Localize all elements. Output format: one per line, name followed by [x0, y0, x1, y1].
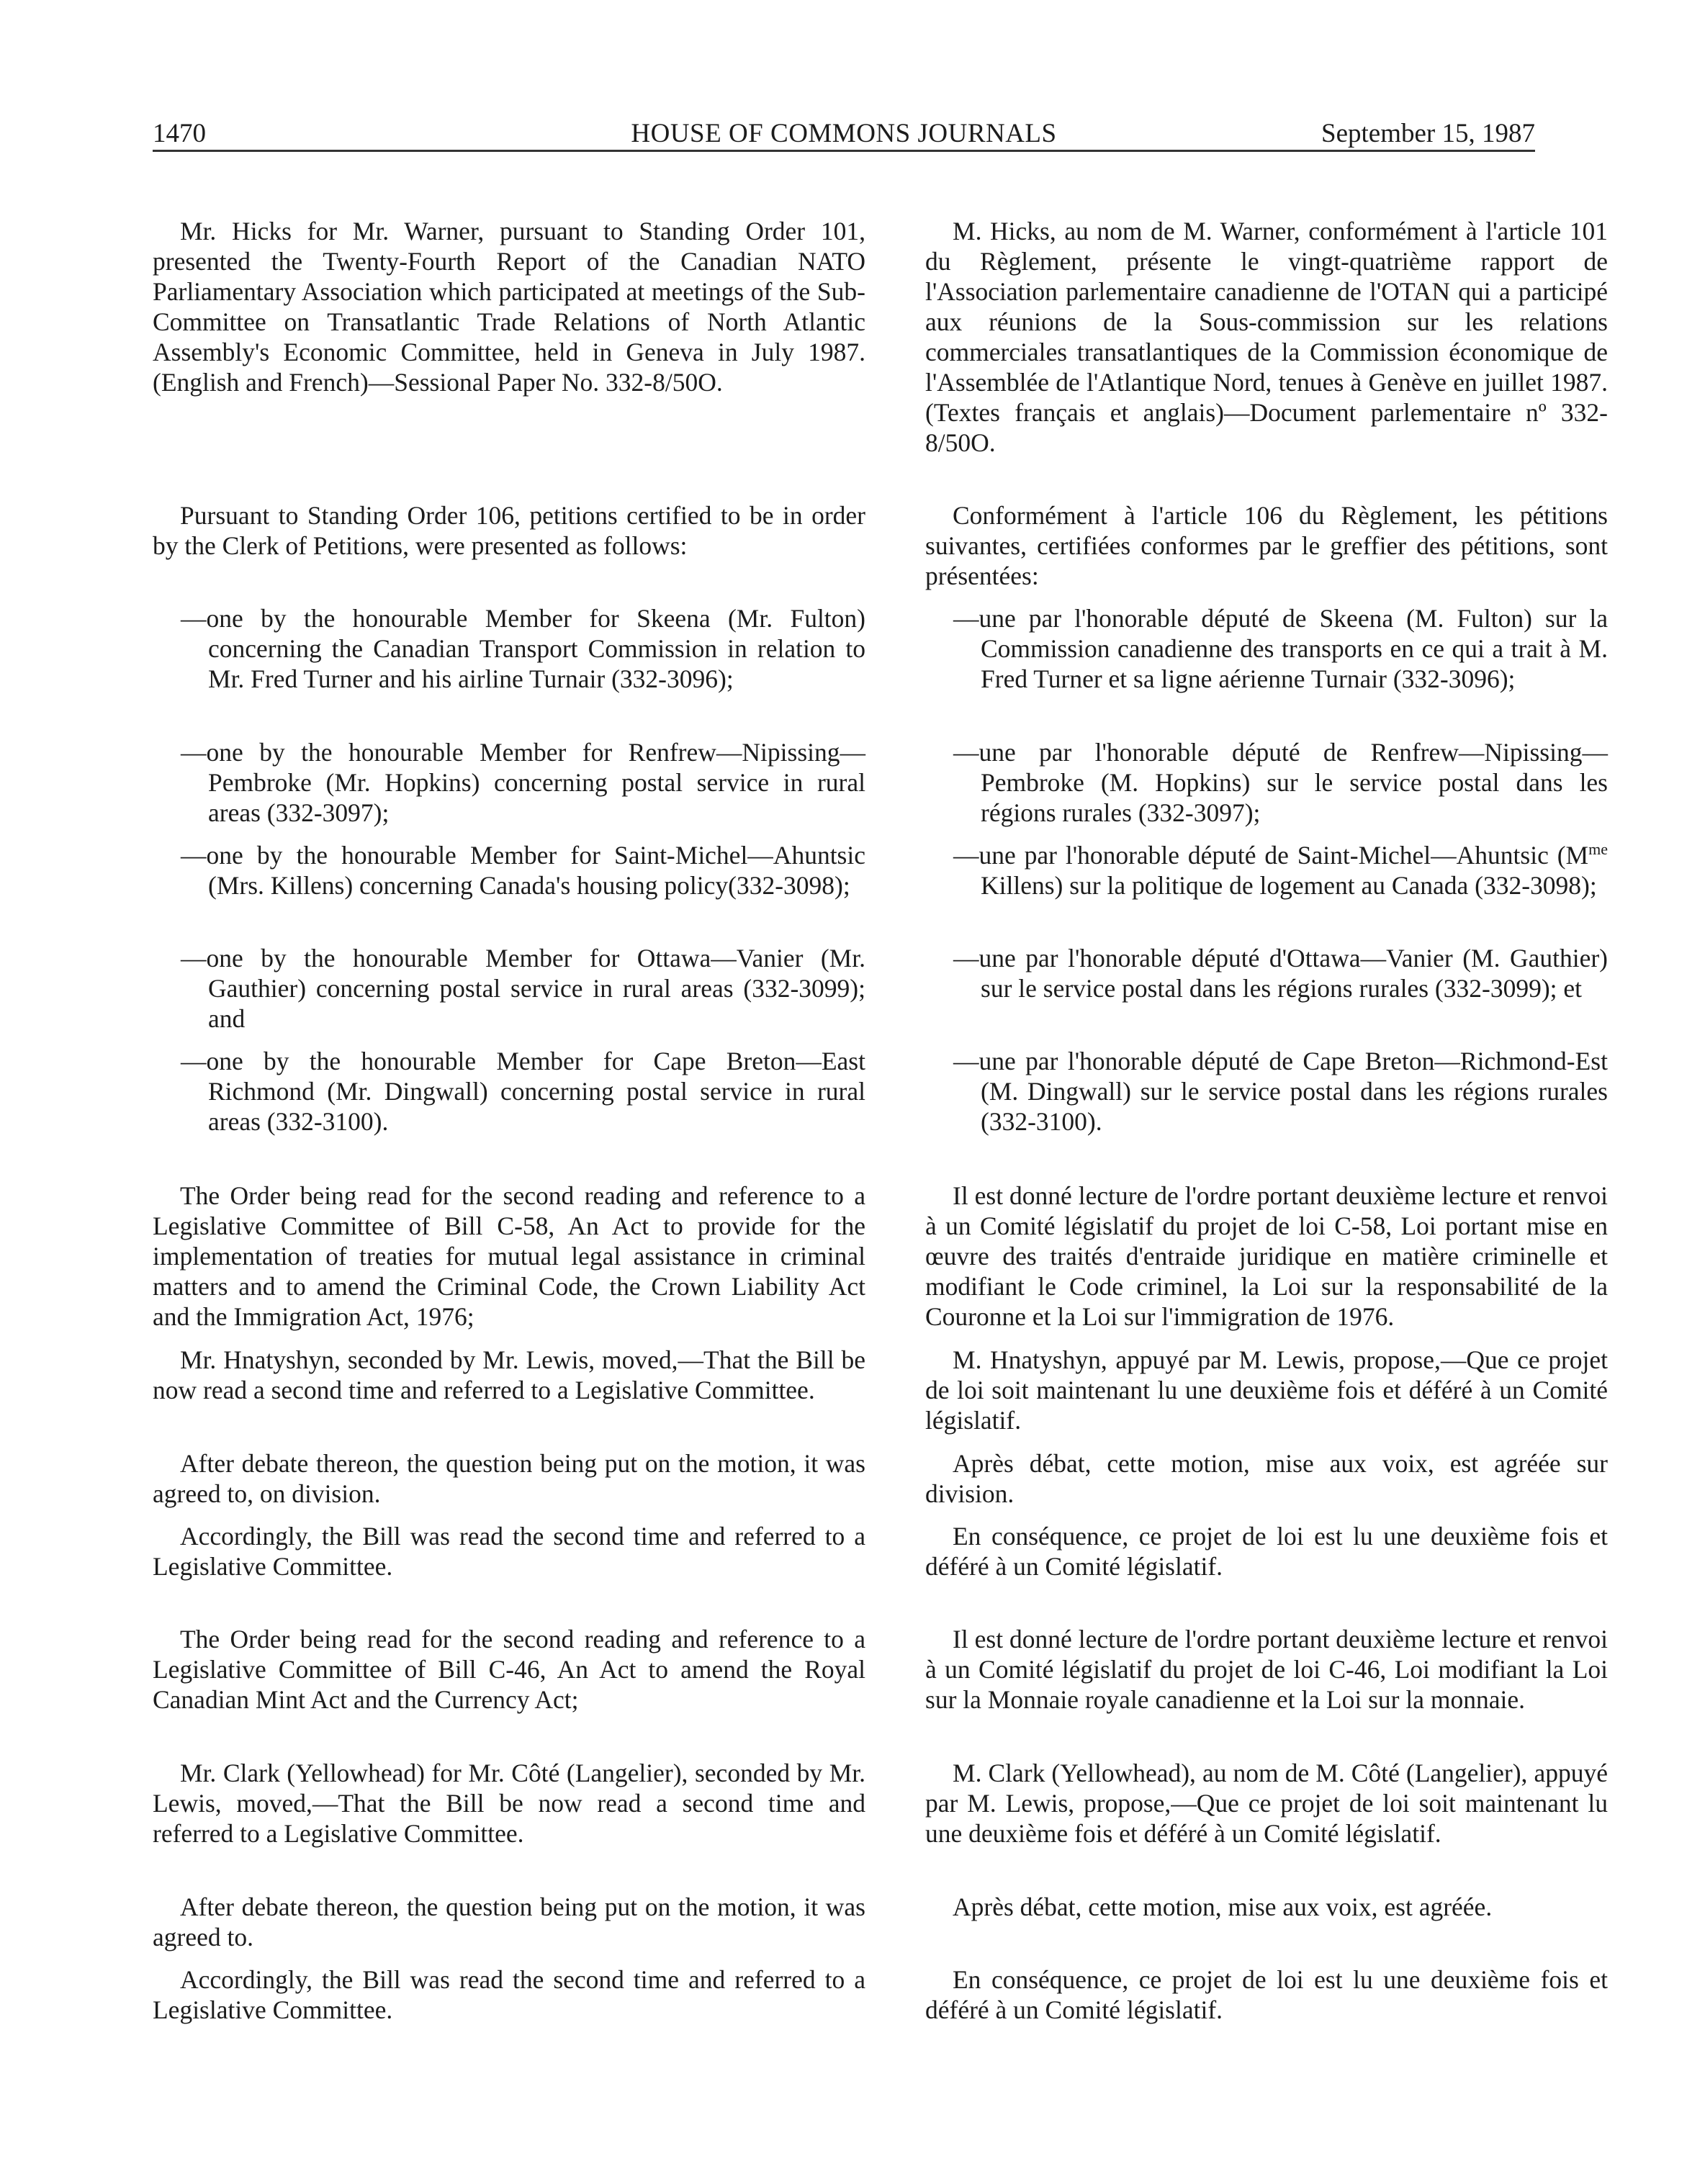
fr-bill-c46-debate: Après débat, cette motion, mise aux voix, est agréée. [953, 1892, 1493, 1921]
en-bill-c46-result: Accordingly, the Bill was read the second time and referred to a Legislative Committee. [153, 1965, 865, 2024]
fr-petition-cape-breton: —une par l'honorable député de Cape Breton—Richmond-Est (M. Dingwall) sur le service postal dans les régions rurales (332-3100). [953, 1047, 1608, 1136]
fr-bill-c46-result: En conséquence, ce projet de loi est lu une deuxième fois et déféré à un Comité législatif. [925, 1965, 1608, 2024]
en-bill-c46-debate: After debate thereon, the question being put on the motion, it was agreed to. [153, 1892, 865, 1951]
en-petition-skeena: —one by the honourable Member for Skeena (Mr. Fulton) concerning the Canadian Transport Commission in relation to Mr. Fred Turner and his airline Turnair (332-3096); [181, 604, 865, 693]
fr-hicks-report: M. Hicks, au nom de M. Warner, conformément à l'article 101 du Règlement, présente le vingt-quatrième rapport de l'Association parlementaire canadienne de l'OTAN qui a participé aux réunions de la Sous-commission sur les relations commerciales transatlantiques de la Commission économique de l'Assemblée de l'Atlantique Nord, tenues à Genève en juillet 1987. (Textes français et anglais)—Document parlementaire nº 332-8/50O. [925, 217, 1608, 457]
fr-bill-c46-order: Il est donné lecture de l'ordre portant deuxième lecture et renvoi à un Comité législatif du projet de loi C-46, Loi modifiant la Loi sur la Monnaie royale canadienne et la Loi sur la monnaie. [925, 1625, 1608, 1714]
fr-petition-renfrew: —une par l'honorable député de Renfrew—Nipissing—Pembroke (M. Hopkins) sur le service postal dans les régions rurales (332-3097); [953, 738, 1608, 827]
en-bill-c58-result: Accordingly, the Bill was read the second time and referred to a Legislative Committee. [153, 1522, 865, 1581]
fr-petition-saint-michel-sup: me [1588, 840, 1608, 859]
fr-petitions-intro: Conformément à l'article 106 du Règlement, les pétitions suivantes, certifiées conformes par le greffier des pétitions, sont présentées: [925, 501, 1608, 590]
fr-bill-c58-result: En conséquence, ce projet de loi est lu une deuxième fois et déféré à un Comité législatif. [925, 1522, 1608, 1581]
journal-date: September 15, 1987 [1321, 119, 1535, 148]
en-petition-ottawa-vanier: —one by the honourable Member for Ottawa—Vanier (Mr. Gauthier) concerning postal service in rural areas (332-3099); and [181, 944, 865, 1033]
en-bill-c58-debate: After debate thereon, the question being put on the motion, it was agreed to, on division. [153, 1449, 865, 1508]
fr-petition-saint-michel [953, 840, 1608, 901]
page-number: 1470 [153, 119, 206, 148]
en-hicks-report: Mr. Hicks for Mr. Warner, pursuant to Standing Order 101, presented the Twenty-Fourth Report of the Canadian NATO Parliamentary Association which participated at meetings of the Sub-Committee on Transatlantic Trade Relations of North Atlantic Assembly's Economic Committee, held in Geneva in July 1987. (English and French)—Sessional Paper No. 332-8/50O. [153, 217, 865, 397]
en-petition-cape-breton: —one by the honourable Member for Cape Breton—East Richmond (Mr. Dingwall) concerning postal service in rural areas (332-3100). [181, 1047, 865, 1136]
en-bill-c58-order: The Order being read for the second reading and reference to a Legislative Committee of Bill C-58, An Act to provide for the implementation of treaties for mutual legal assistance in criminal matters and to amend the Criminal Code, the Crown Liability Act and the Immigration Act, 1976; [153, 1181, 865, 1331]
en-bill-c58-motion: Mr. Hnatyshyn, seconded by Mr. Lewis, moved,—That the Bill be now read a second time and referred to a Legislative Committee. [153, 1345, 865, 1404]
fr-bill-c58-motion: M. Hnatyshyn, appuyé par M. Lewis, propose,—Que ce projet de loi soit maintenant lu une deuxième fois et déféré à un Comité législatif. [925, 1345, 1608, 1435]
en-bill-c46-order: The Order being read for the second reading and reference to a Legislative Committee of Bill C-46, An Act to amend the Royal Canadian Mint Act and the Currency Act; [153, 1625, 865, 1714]
fr-bill-c46-motion: M. Clark (Yellowhead), au nom de M. Côté (Langelier), appuyé par M. Lewis, propose,—Que ce projet de loi soit maintenant lu une deuxième fois et déféré à un Comité législatif. [925, 1759, 1608, 1848]
fr-petition-skeena: —une par l'honorable député de Skeena (M. Fulton) sur la Commission canadienne des transports en ce qui a trait à M. Fred Turner et sa ligne aérienne Turnair (332-3096); [953, 604, 1608, 693]
en-petition-saint-michel: —one by the honourable Member for Saint-Michel—Ahuntsic (Mrs. Killens) concerning Canada's housing policy(332-3098); [181, 841, 865, 900]
en-petition-renfrew: —one by the honourable Member for Renfrew—Nipissing—Pembroke (Mr. Hopkins) concerning postal service in rural areas (332-3097); [181, 738, 865, 827]
fr-petition-saint-michel-part1: —une par l'honorable député de Saint-Michel—Ahuntsic (M [953, 841, 1589, 870]
fr-bill-c58-order: Il est donné lecture de l'ordre portant deuxième lecture et renvoi à un Comité législatif du projet de loi C-58, Loi portant mise en œuvre des traités d'entraide juridique en matière criminelle et modifiant le Code criminel, la Loi sur la responsabilité de la Couronne et la Loi sur l'immigration de 1976. [925, 1181, 1608, 1331]
page-header [153, 115, 1535, 151]
journal-title: HOUSE OF COMMONS JOURNALS [631, 119, 1057, 148]
fr-petition-ottawa-vanier: —une par l'honorable député d'Ottawa—Vanier (M. Gauthier) sur le service postal dans les régions rurales (332-3099); et [953, 944, 1608, 1003]
fr-bill-c58-debate: Après débat, cette motion, mise aux voix, est agréée sur division. [925, 1449, 1608, 1508]
en-petitions-intro: Pursuant to Standing Order 106, petitions certified to be in order by the Clerk of Petitions, were presented as follows: [153, 501, 865, 560]
fr-petition-saint-michel-part2: Killens) sur la politique de logement au Canada (332-3098); [981, 871, 1597, 900]
header-rule [153, 150, 1535, 152]
en-bill-c46-motion: Mr. Clark (Yellowhead) for Mr. Côté (Langelier), seconded by Mr. Lewis, moved,—That the Bill be now read a second time and referred to a Legislative Committee. [153, 1759, 865, 1848]
